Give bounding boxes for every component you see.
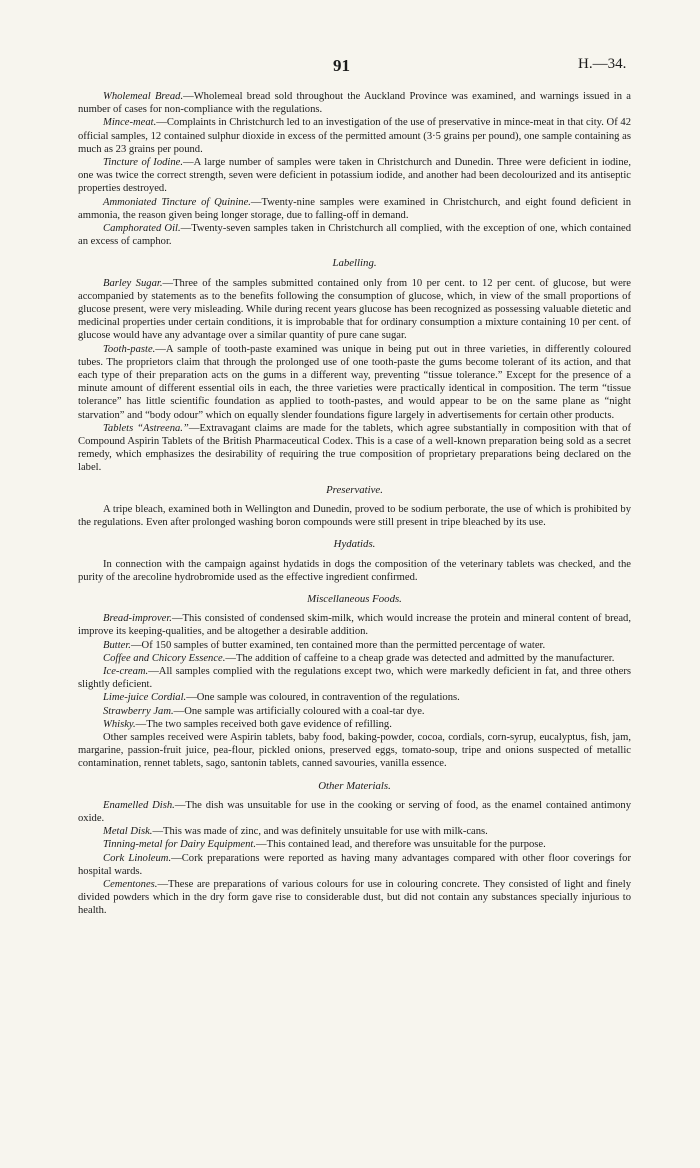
paragraph-text: —This was made of zinc, and was definitely unsuitable for use with milk-cans. — [152, 826, 488, 838]
document-body — [78, 90, 631, 918]
paragraph-title: Cork Linoleum. — [103, 852, 172, 864]
paragraph-lime-juice — [78, 691, 631, 704]
paragraph-title: Tablets “Astreena.” — [103, 422, 189, 434]
paragraph-text: —One sample was artificially coloured with a coal-tar dye. — [173, 705, 425, 717]
paragraph-title: Tooth-paste. — [103, 343, 156, 355]
paragraph-text: —One sample was coloured, in contravention of the regulations. — [186, 692, 460, 704]
paragraph-title: Coffee and Chicory Essence. — [103, 652, 226, 664]
section-heading-preservative: Preservative. — [326, 483, 383, 496]
section-heading-labelling: Labelling. — [332, 257, 377, 270]
paragraph-title: Strawberry Jam. — [103, 705, 174, 717]
paragraph-title: Bread-improver. — [103, 613, 172, 625]
paragraph-wholemeal-bread — [78, 90, 631, 116]
section-heading-miscellaneous-foods: Miscellaneous Foods. — [307, 592, 402, 605]
section-heading-other-materials: Other Materials. — [318, 779, 391, 792]
paragraph-hydatids: In connection with the campaign against hydatids in dogs the composition of the veterinary tablets was checked, and the purity of the arecoline hydrobromide used as the effective ingredient confirmed. — [78, 558, 631, 583]
paragraph-butter — [78, 639, 631, 652]
paragraph-title: Tincture of Iodine. — [103, 157, 184, 169]
paragraph-title: Enamelled Dish. — [103, 799, 175, 811]
paragraph-text: —A large number of samples were taken in Christchurch and Dunedin. Three were deficient in iodine, one was twice the correct strength, seven were deficient in potassium iodide, and another had been decolourized and its antiseptic properties destroyed. — [78, 157, 631, 195]
paragraph-text: —Three of the samples submitted contained only from 10 per cent. to 12 per cent. of glucose, but were accompanied by statements as to the benefits following the consumption of glucose, which, in view of the small proportions of glucose present, were very misleading. While during recent years glucose has been recognized as possessing valuable dietetic and medicinal properties under certain conditions, it is improbable that for ordinary consumption a mixture containing 10 per cent. of glucose would have any advantage over a similar quantity of pure cane sugar. — [78, 277, 631, 342]
paragraph-title: Butter. — [103, 639, 131, 651]
paragraph-title: Wholemeal Bread. — [103, 91, 184, 102]
paragraph-title: Whisky. — [103, 718, 136, 730]
paragraph-text: —Cork preparations were reported as having many advantages compared with other floor coverings for hospital wards. — [78, 852, 631, 877]
paragraph-camphorated-oil — [78, 222, 631, 248]
paragraph-tooth-paste — [78, 343, 631, 422]
paragraph-enamelled-dish — [78, 799, 631, 825]
paragraph-title: Mince-meat. — [103, 117, 157, 129]
paragraph-quinine — [78, 196, 631, 222]
paragraph-text: —Of 150 samples of butter examined, ten contained more than the permitted percentage of water. — [130, 639, 546, 651]
paragraph-title: Tinning-metal for Dairy Equipment. — [103, 839, 257, 851]
paragraph-text: —Wholemeal bread sold throughout the Auckland Province was examined, and warnings issued in a number of cases for non-compliance with the regulations. — [78, 91, 631, 116]
paragraph-text: —Extravagant claims are made for the tablets, which agree substantially in composition with that of Compound Aspirin Tablets of the British Pharmaceutical Codex. This is a case of a well-known preparation being sold as a secret remedy, which emphasizes the desirability of requiring the true composition of proprietary preparations being declared on the label. — [78, 422, 631, 474]
paragraph-barley-sugar — [78, 277, 631, 343]
paragraph-whisky — [78, 718, 631, 731]
document-reference: H.—34. — [578, 56, 627, 72]
paragraph-tablets-astreena — [78, 422, 631, 475]
paragraph-title: Metal Disk. — [103, 826, 153, 838]
page-header — [0, 56, 700, 80]
paragraph-other-samples: Other samples received were Aspirin tablets, baby food, baking-powder, cocoa, cordials, corn-syrup, eucalyptus, fish, jam, margarine, passion-fruit juice, pea-flour, pickled onions, preserved eggs, tomato-soup, tripe and onions suspected of metallic contamination, rennet tablets, sago, santonin tablets, canned savouries, vanilla essence. — [78, 731, 631, 770]
paragraph-text: —Twenty-seven samples taken in Christchurch all complied, with the exception of one, which contained an excess of camphor. — [78, 223, 631, 248]
page-number: 91 — [333, 56, 350, 75]
paragraph-title: Lime-juice Cordial. — [103, 692, 187, 704]
paragraph-coffee-chicory — [78, 652, 631, 665]
paragraph-title: Camphorated Oil. — [103, 223, 181, 235]
paragraph-text: —Complaints in Christchurch led to an investigation of the use of preservative in mince-meat in that city. Of 42 official samples, 12 contained sulphur dioxide in excess of the permitted amount (3·5 grains per pound), one sample containing as much as 23 grains per pound. — [78, 117, 631, 155]
paragraph-ice-cream — [78, 665, 631, 691]
paragraph-text: —These are preparations of various colours for use in colouring concrete. They consisted of light and finely divided powders which in the dry form gave rise to considerable dust, but did not contain any substances specially injurious to health. — [78, 878, 631, 917]
paragraph-text: —The dish was unsuitable for use in the cooking or serving of food, as the enamel contained antimony oxide. — [78, 799, 631, 824]
paragraph-title: Barley Sugar. — [103, 277, 163, 289]
paragraph-cork-linoleum — [78, 852, 631, 878]
paragraph-text: —The addition of caffeine to a cheap grade was detected and admitted by the manufacturer. — [225, 652, 615, 664]
paragraph-tripe-bleach: A tripe bleach, examined both in Wellington and Dunedin, proved to be sodium perborate, the use of which is prohibited by the regulations. Even after prolonged washing boron compounds were still present in tripe bleached by its use. — [78, 503, 631, 529]
paragraph-text: —All samples complied with the regulations except two, which were markedly deficient in fat, and three others slightly deficient. — [78, 665, 631, 691]
paragraph-text: —Twenty-nine samples were examined in Christchurch, and eight found deficient in ammonia, the reason given being longer storage, due to falling-off in demand. — [78, 196, 631, 221]
paragraph-text: —This contained lead, and therefore was unsuitable for the purpose. — [256, 839, 546, 851]
paragraph-tincture-iodine — [78, 156, 631, 196]
paragraph-text: —The two samples received both gave evidence of refilling. — [135, 718, 392, 730]
paragraph-strawberry-jam — [78, 705, 631, 718]
section-heading-hydatids: Hydatids. — [333, 538, 376, 551]
paragraph-title: Cementones. — [103, 878, 158, 890]
paragraph-text: —This consisted of condensed skim-milk, which would increase the protein and mineral content of bread, improve its keeping-qualities, and be altogether a desirable addition. — [78, 613, 631, 638]
paragraph-title: Ice-cream. — [103, 665, 149, 677]
paragraph-text: —A sample of tooth-paste examined was unique in being put out in three varieties, in differently coloured tubes. The proprietors claim that through the prolonged use of one tooth-paste the gums become tolerant of its action, and that each type of their preparation acts on the gums in a different way, preventing “tissue tolerance.” Except for the presence of a minute amount of different essential oils in each, the three varieties were practically identical in composition. The term “tissue tolerance” has little scientific foundation as applied to tooth-pastes, and would appear to be on the same plane as “night starvation” and “body odour” which on equally slender foundations figure largely in advertisements for certain other products. — [78, 343, 631, 421]
paragraph-metal-disk — [78, 825, 631, 838]
paragraph-title: Ammoniated Tincture of Quinine. — [103, 196, 251, 208]
paragraph-bread-improver — [78, 612, 631, 638]
paragraph-mince-meat — [78, 116, 631, 156]
paragraph-tinning-metal — [78, 838, 631, 851]
paragraph-cementones — [78, 878, 631, 918]
